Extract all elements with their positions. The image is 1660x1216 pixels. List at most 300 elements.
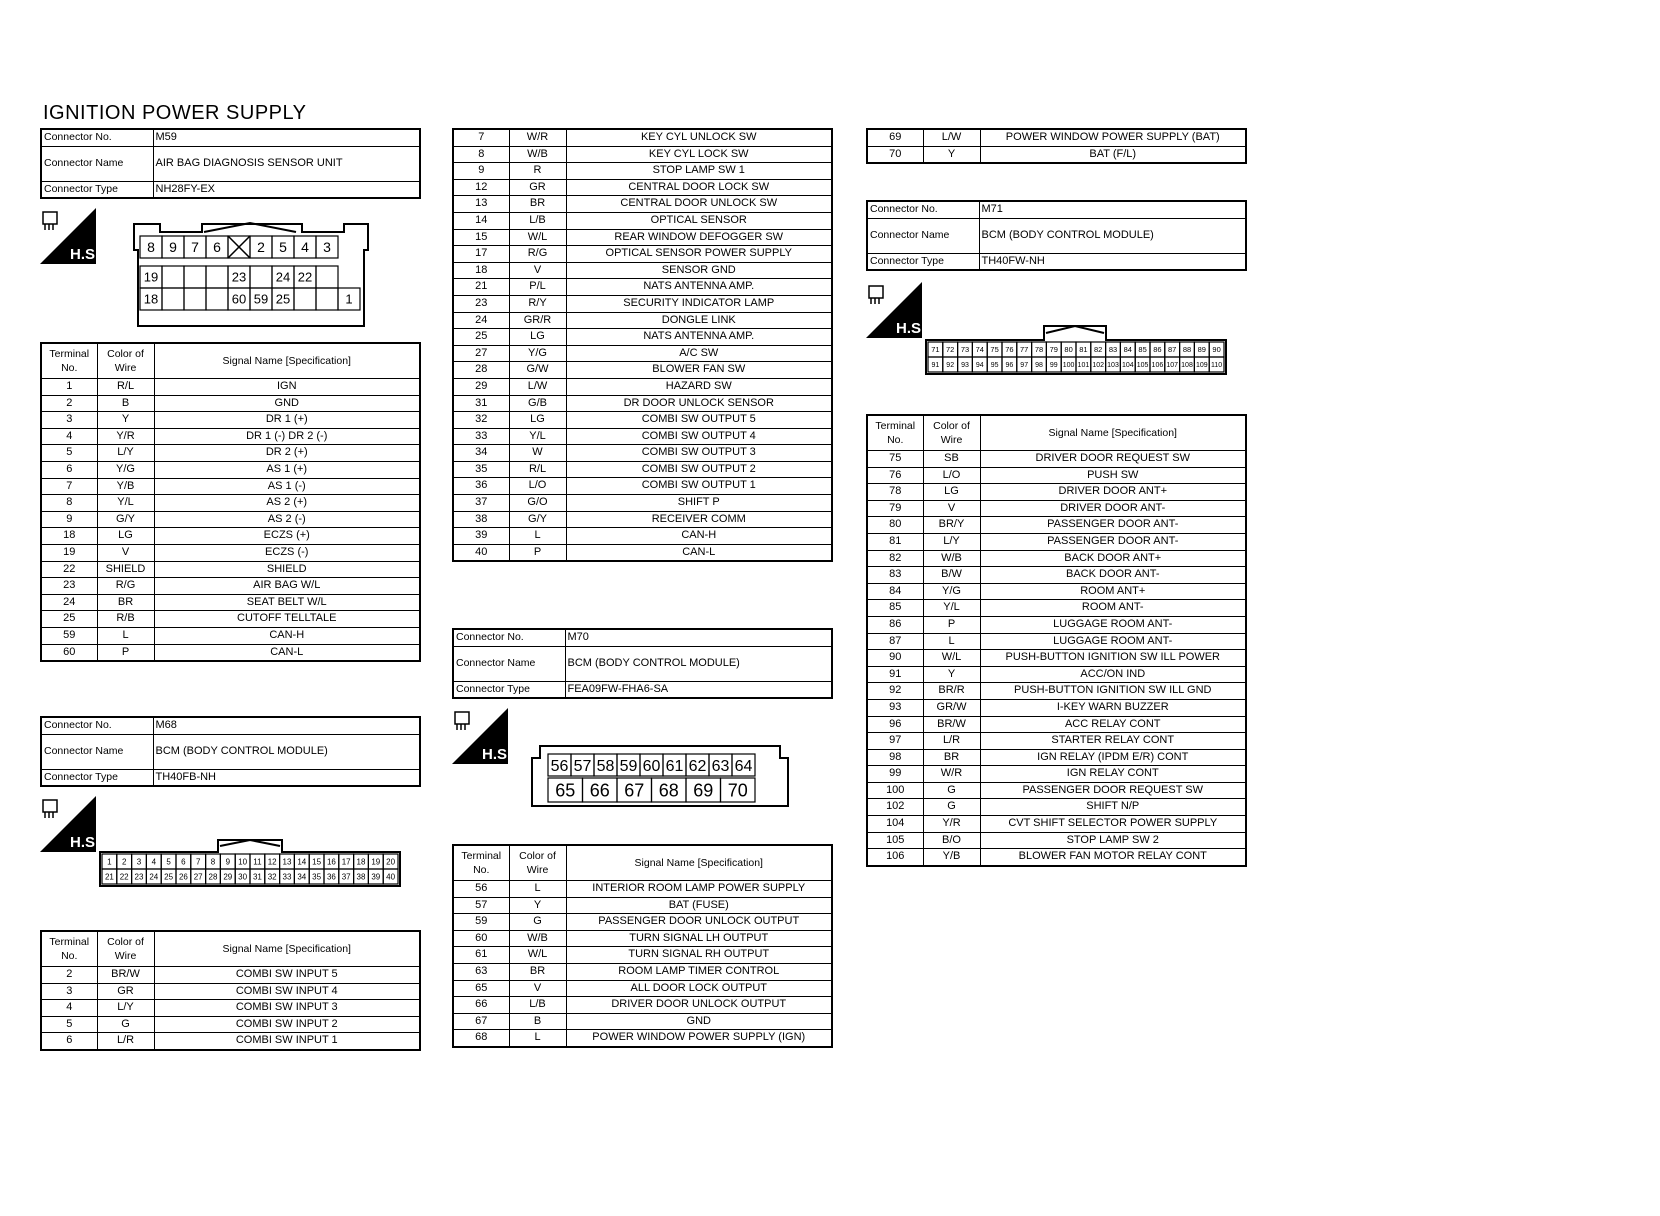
terminal-no-cell: 24 — [41, 594, 97, 611]
pin-label: 25 — [164, 872, 174, 882]
wire-color-cell: W/B — [509, 146, 566, 163]
pin-label: 73 — [960, 345, 970, 355]
pin-label: 5 — [279, 239, 287, 256]
wire-color-cell: P/L — [509, 279, 566, 296]
table-row — [867, 666, 1246, 683]
wire-color-cell: W/B — [509, 930, 566, 947]
signal-name-header: Signal Name [Specification] — [154, 343, 420, 379]
terminal-no-cell: 97 — [867, 733, 923, 750]
wire-color-cell: G — [509, 914, 566, 931]
table-row — [41, 1016, 420, 1033]
wire-color-cell: L/O — [923, 467, 980, 484]
wire-color-cell: W/R — [923, 766, 980, 783]
signal-name-cell: PUSH-BUTTON IGNITION SW ILL POWER — [980, 650, 1246, 667]
pin-cell — [184, 266, 206, 288]
terminal-no-cell: 60 — [453, 930, 509, 947]
pin-label: 40 — [386, 872, 396, 882]
wire-color-cell: V — [509, 980, 566, 997]
pin-label: 83 — [1108, 345, 1118, 355]
pin-label: 91 — [931, 362, 940, 370]
terminal-no-cell: 65 — [453, 980, 509, 997]
signal-name-cell: AIR BAG W/L — [154, 578, 420, 595]
terminal-no-cell: 13 — [453, 196, 509, 213]
pin-label: 86 — [1153, 345, 1162, 355]
table-row — [867, 550, 1246, 567]
pin-label: 107 — [1166, 362, 1179, 370]
connector-name-value: BCM (BODY CONTROL MODULE) — [153, 734, 420, 769]
pin-label: 110 — [1211, 362, 1223, 370]
pin-label: 87 — [1168, 345, 1177, 355]
terminal-no-header: Terminal No. — [453, 845, 509, 881]
terminal-no-cell: 8 — [41, 495, 97, 512]
terminal-no-cell: 9 — [453, 163, 509, 180]
table-row — [867, 650, 1246, 667]
terminal-no-cell: 23 — [41, 578, 97, 595]
terminal-no-cell: 39 — [453, 528, 509, 545]
table-row — [41, 1000, 420, 1017]
wire-color-cell: LG — [509, 329, 566, 346]
wire-color-cell: R/B — [97, 611, 154, 628]
table-row — [453, 461, 832, 478]
terminal-no-cell: 66 — [453, 997, 509, 1014]
terminal-no-cell: 93 — [867, 699, 923, 716]
pin-label: 106 — [1151, 362, 1164, 370]
pin-label: 72 — [946, 345, 955, 355]
signal-name-cell: NATS ANTENNA AMP. — [566, 329, 832, 346]
connector-name-label: Connector Name — [41, 146, 153, 181]
table-row — [453, 378, 832, 395]
table-row — [867, 146, 1246, 163]
pin-label: 7 — [195, 857, 201, 867]
table-row — [453, 196, 832, 213]
table-row — [41, 644, 420, 661]
wire-color-cell: G/Y — [97, 511, 154, 528]
pin-label: 30 — [238, 872, 248, 882]
wire-color-cell: Y/R — [97, 428, 154, 445]
connector-name-label: Connector Name — [867, 218, 979, 253]
table-row — [867, 517, 1246, 534]
table-row — [867, 716, 1246, 733]
table-row — [453, 495, 832, 512]
signal-name-cell: DRIVER DOOR UNLOCK OUTPUT — [566, 997, 832, 1014]
pin-label: 29 — [223, 872, 233, 882]
wire-color-cell: BR — [509, 196, 566, 213]
signal-name-cell: GND — [566, 1013, 832, 1030]
connector-name-value: BCM (BODY CONTROL MODULE) — [979, 218, 1246, 253]
table-row — [453, 212, 832, 229]
table-row — [453, 980, 832, 997]
signal-name-cell: STARTER RELAY CONT — [980, 733, 1246, 750]
table-row — [41, 395, 420, 412]
terminal-no-cell: 21 — [453, 279, 509, 296]
signal-name-cell: CAN-L — [566, 544, 832, 561]
terminal-no-cell: 86 — [867, 616, 923, 633]
signal-name-cell: COMBI SW OUTPUT 3 — [566, 445, 832, 462]
table-row — [867, 683, 1246, 700]
signal-name-cell: CVT SHIFT SELECTOR POWER SUPPLY — [980, 816, 1246, 833]
table-row — [867, 733, 1246, 750]
pin-label: 102 — [1092, 362, 1105, 370]
signal-name-cell: DR 1 (+) — [154, 412, 420, 429]
wire-color-cell: R/G — [509, 246, 566, 263]
terminal-no-cell: 98 — [867, 749, 923, 766]
signal-name-cell: CUTOFF TELLTALE — [154, 611, 420, 628]
pin-label: 81 — [1079, 345, 1088, 355]
signal-name-cell: A/C SW — [566, 345, 832, 362]
signal-name-cell: IGN — [154, 379, 420, 396]
wire-color-header: Color of Wire — [97, 931, 154, 967]
pin-cell — [162, 288, 184, 310]
wire-color-cell: L/W — [923, 129, 980, 146]
pin-label: 59 — [253, 291, 269, 307]
pin-label: 20 — [386, 857, 396, 867]
connector-type-value: FEA09FW-FHA6-SA — [565, 681, 832, 698]
pin-label: 93 — [961, 362, 969, 370]
pin-label: 71 — [931, 345, 940, 355]
terminal-no-cell: 57 — [453, 897, 509, 914]
table-row — [41, 967, 420, 984]
pin-label: 2 — [121, 857, 127, 867]
m70-terminal-table-continued — [866, 128, 1247, 164]
m68-terminal-table — [40, 930, 421, 1051]
connector-name-label: Connector Name — [41, 734, 153, 769]
terminal-no-cell: 25 — [453, 329, 509, 346]
terminal-no-cell: 3 — [41, 412, 97, 429]
pin-label: 77 — [1020, 345, 1029, 355]
signal-name-cell: LUGGAGE ROOM ANT- — [980, 633, 1246, 650]
terminal-no-cell: 5 — [41, 1016, 97, 1033]
wire-color-cell: W/B — [923, 550, 980, 567]
signal-name-cell: OPTICAL SENSOR — [566, 212, 832, 229]
connector-type-label: Connector Type — [867, 253, 979, 270]
table-row — [453, 262, 832, 279]
wire-color-cell: W/R — [509, 129, 566, 146]
pin-label: 24 — [149, 872, 159, 882]
table-row — [453, 930, 832, 947]
signal-name-cell: BACK DOOR ANT- — [980, 567, 1246, 584]
harness-side-icon — [866, 282, 926, 338]
pin-label: 34 — [297, 872, 307, 882]
signal-name-cell: COMBI SW INPUT 3 — [154, 1000, 420, 1017]
pin-cell — [206, 288, 228, 310]
terminal-no-cell: 61 — [453, 947, 509, 964]
terminal-no-cell: 6 — [41, 461, 97, 478]
wire-color-cell: L — [923, 633, 980, 650]
signal-name-cell: IGN RELAY CONT — [980, 766, 1246, 783]
table-row — [867, 849, 1246, 866]
signal-name-cell: ROOM ANT+ — [980, 583, 1246, 600]
pin-label: 59 — [619, 757, 638, 775]
pin-label: 19 — [143, 269, 159, 285]
signal-name-cell: COMBI SW INPUT 5 — [154, 967, 420, 984]
table-row — [41, 594, 420, 611]
m71-terminal-table — [866, 414, 1247, 867]
pin-label: 90 — [1212, 345, 1221, 355]
signal-name-cell: KEY CYL UNLOCK SW — [566, 129, 832, 146]
signal-name-cell: COMBI SW OUTPUT 4 — [566, 428, 832, 445]
wire-color-cell: B — [509, 1013, 566, 1030]
pin-label: 101 — [1077, 362, 1090, 370]
pin-label: 94 — [975, 362, 984, 370]
pin-label: 57 — [573, 757, 592, 775]
wire-color-cell: Y/L — [509, 428, 566, 445]
wire-color-cell: L/O — [509, 478, 566, 495]
terminal-no-cell: 40 — [453, 544, 509, 561]
table-row — [867, 699, 1246, 716]
wire-color-cell: L — [509, 881, 566, 898]
table-row — [41, 428, 420, 445]
pin-label: 97 — [1020, 362, 1029, 370]
terminal-no-cell: 19 — [41, 544, 97, 561]
connector-no-label: Connector No. — [41, 129, 153, 146]
terminal-no-cell: 29 — [453, 378, 509, 395]
pin-cell — [316, 266, 338, 288]
terminal-no-cell: 25 — [41, 611, 97, 628]
table-row — [453, 478, 832, 495]
pin-label: 26 — [178, 872, 188, 882]
pin-label: 62 — [688, 757, 707, 775]
pin-label: 64 — [734, 757, 753, 775]
terminal-no-cell: 27 — [453, 345, 509, 362]
svg-text:H.S.: H.S. — [70, 834, 100, 851]
connector-name-value: BCM (BODY CONTROL MODULE) — [565, 646, 832, 681]
signal-name-cell: IGN RELAY (IPDM E/R) CONT — [980, 749, 1246, 766]
wire-color-cell: L/R — [923, 733, 980, 750]
terminal-no-header: Terminal No. — [41, 931, 97, 967]
table-row — [41, 1033, 420, 1050]
terminal-no-cell: 76 — [867, 467, 923, 484]
signal-name-cell: POWER WINDOW POWER SUPPLY (IGN) — [566, 1030, 832, 1047]
pin-label: 9 — [225, 857, 231, 867]
wire-color-cell: P — [509, 544, 566, 561]
pin-label: 23 — [231, 269, 247, 285]
pin-label: 96 — [1005, 362, 1014, 370]
signal-name-cell: POWER WINDOW POWER SUPPLY (BAT) — [980, 129, 1246, 146]
pin-label: 37 — [341, 872, 351, 882]
table-row — [453, 412, 832, 429]
signal-name-cell: PUSH SW — [980, 467, 1246, 484]
svg-text:H.S.: H.S. — [896, 320, 926, 337]
signal-name-cell: SHIFT N/P — [980, 799, 1246, 816]
harness-side-icon — [452, 708, 512, 764]
signal-name-cell: DRIVER DOOR ANT+ — [980, 484, 1246, 501]
signal-name-header: Signal Name [Specification] — [154, 931, 420, 967]
wire-color-cell: W/L — [923, 650, 980, 667]
terminal-no-cell: 81 — [867, 533, 923, 550]
wire-color-cell: L/Y — [97, 445, 154, 462]
signal-name-cell: SHIFT P — [566, 495, 832, 512]
signal-name-cell: SENSOR GND — [566, 262, 832, 279]
signal-name-cell: ALL DOOR LOCK OUTPUT — [566, 980, 832, 997]
wire-color-cell: B/O — [923, 832, 980, 849]
signal-name-cell: ROOM LAMP TIMER CONTROL — [566, 963, 832, 980]
pin-label: 39 — [371, 872, 381, 882]
wire-color-cell: L/Y — [923, 533, 980, 550]
pin-cell — [316, 288, 338, 310]
table-row — [453, 312, 832, 329]
table-row — [453, 947, 832, 964]
m68-terminal-table-continued — [452, 128, 833, 562]
signal-name-cell: CENTRAL DOOR UNLOCK SW — [566, 196, 832, 213]
wire-color-cell: Y/B — [923, 849, 980, 866]
terminal-no-cell: 3 — [41, 983, 97, 1000]
wire-color-cell: P — [923, 616, 980, 633]
pin-cell — [250, 266, 272, 288]
pin-label: 56 — [550, 757, 569, 775]
pin-label: 70 — [727, 780, 748, 801]
pin-label: 89 — [1197, 345, 1206, 355]
pin-label: 23 — [134, 872, 144, 882]
terminal-no-cell: 17 — [453, 246, 509, 263]
wire-color-cell: R/L — [97, 379, 154, 396]
terminal-no-cell: 32 — [453, 412, 509, 429]
signal-name-cell: REAR WINDOW DEFOGGER SW — [566, 229, 832, 246]
table-row — [41, 983, 420, 1000]
wire-color-cell: W/L — [509, 947, 566, 964]
wire-color-cell: P — [97, 644, 154, 661]
terminal-no-cell: 35 — [453, 461, 509, 478]
svg-text:H.S.: H.S. — [70, 246, 100, 263]
pin-label: 19 — [371, 857, 381, 867]
pin-label: 14 — [297, 857, 307, 867]
table-row — [453, 997, 832, 1014]
terminal-no-cell: 12 — [453, 179, 509, 196]
pin-label: 12 — [267, 857, 277, 867]
terminal-no-cell: 96 — [867, 716, 923, 733]
table-row — [41, 478, 420, 495]
pin-label: 9 — [169, 239, 177, 256]
terminal-no-cell: 4 — [41, 428, 97, 445]
signal-name-cell: AS 1 (+) — [154, 461, 420, 478]
table-row — [41, 495, 420, 512]
terminal-no-cell: 92 — [867, 683, 923, 700]
wire-color-cell: LG — [97, 528, 154, 545]
table-row — [867, 451, 1246, 468]
table-row — [453, 329, 832, 346]
connector-type-value: NH28FY-EX — [153, 181, 420, 198]
table-row — [453, 528, 832, 545]
pin-label: 75 — [990, 345, 999, 355]
pin-label: 82 — [1094, 345, 1103, 355]
pin-label: 4 — [301, 239, 309, 256]
terminal-no-cell: 6 — [41, 1033, 97, 1050]
table-row — [41, 578, 420, 595]
table-row — [867, 533, 1246, 550]
signal-name-cell: BACK DOOR ANT+ — [980, 550, 1246, 567]
connector-name-value: AIR BAG DIAGNOSIS SENSOR UNIT — [153, 146, 420, 181]
wire-color-cell: BR/W — [923, 716, 980, 733]
signal-name-cell: SHIELD — [154, 561, 420, 578]
pin-label: 109 — [1195, 362, 1208, 370]
terminal-no-cell: 28 — [453, 362, 509, 379]
terminal-no-cell: 2 — [41, 967, 97, 984]
terminal-no-cell: 100 — [867, 782, 923, 799]
wire-color-cell: L — [509, 528, 566, 545]
signal-name-cell: TURN SIGNAL RH OUTPUT — [566, 947, 832, 964]
terminal-no-cell: 2 — [41, 395, 97, 412]
terminal-no-cell: 24 — [453, 312, 509, 329]
terminal-no-cell: 7 — [453, 129, 509, 146]
terminal-no-cell: 67 — [453, 1013, 509, 1030]
terminal-no-cell: 63 — [453, 963, 509, 980]
terminal-no-cell: 56 — [453, 881, 509, 898]
signal-name-cell: AS 2 (+) — [154, 495, 420, 512]
wire-color-header: Color of Wire — [923, 415, 980, 451]
wire-color-cell: L/W — [509, 378, 566, 395]
wire-color-cell: R/G — [97, 578, 154, 595]
connector-type-label: Connector Type — [453, 681, 565, 698]
table-row — [867, 832, 1246, 849]
wire-color-cell: Y — [509, 897, 566, 914]
table-row — [453, 1030, 832, 1047]
terminal-no-cell: 79 — [867, 500, 923, 517]
table-row — [867, 567, 1246, 584]
wire-color-cell: Y/G — [509, 345, 566, 362]
terminal-no-cell: 33 — [453, 428, 509, 445]
wire-color-cell: BR/W — [97, 967, 154, 984]
signal-name-cell: COMBI SW OUTPUT 1 — [566, 478, 832, 495]
signal-name-cell: PASSENGER DOOR UNLOCK OUTPUT — [566, 914, 832, 931]
wire-color-cell: G — [923, 782, 980, 799]
signal-name-cell: ECZS (+) — [154, 528, 420, 545]
pin-label: 3 — [136, 857, 142, 867]
pin-label: 69 — [693, 780, 714, 801]
terminal-no-cell: 22 — [41, 561, 97, 578]
pin-label: 11 — [253, 857, 262, 867]
table-row — [453, 179, 832, 196]
terminal-no-cell: 105 — [867, 832, 923, 849]
terminal-no-cell: 60 — [41, 644, 97, 661]
pin-label: 38 — [356, 872, 366, 882]
signal-name-cell: DONGLE LINK — [566, 312, 832, 329]
wire-color-cell: BR — [509, 963, 566, 980]
connector-type-value: TH40FB-NH — [153, 769, 420, 786]
signal-name-cell: COMBI SW OUTPUT 2 — [566, 461, 832, 478]
wire-color-cell: L/R — [97, 1033, 154, 1050]
table-row — [453, 129, 832, 146]
wire-color-cell: BR — [97, 594, 154, 611]
pin-label: 36 — [326, 872, 336, 882]
signal-name-cell: COMBI SW INPUT 2 — [154, 1016, 420, 1033]
signal-name-cell: LUGGAGE ROOM ANT- — [980, 616, 1246, 633]
terminal-no-header: Terminal No. — [41, 343, 97, 379]
signal-name-cell: TURN SIGNAL LH OUTPUT — [566, 930, 832, 947]
terminal-no-cell: 9 — [41, 511, 97, 528]
wire-color-cell: R/Y — [509, 295, 566, 312]
terminal-no-cell: 106 — [867, 849, 923, 866]
signal-name-cell: PASSENGER DOOR ANT- — [980, 517, 1246, 534]
signal-name-cell: INTERIOR ROOM LAMP POWER SUPPLY — [566, 881, 832, 898]
signal-name-cell: BAT (F/L) — [980, 146, 1246, 163]
wire-color-cell: GR/W — [923, 699, 980, 716]
m71-pin-grid — [928, 342, 1224, 372]
table-row — [867, 799, 1246, 816]
svg-text:H.S.: H.S. — [482, 746, 512, 763]
terminal-no-cell: 59 — [453, 914, 509, 931]
signal-name-cell: DR 1 (-) DR 2 (-) — [154, 428, 420, 445]
terminal-no-cell: 31 — [453, 395, 509, 412]
terminal-no-cell: 90 — [867, 650, 923, 667]
pin-label: 1 — [345, 291, 353, 307]
wire-color-cell: L/B — [509, 212, 566, 229]
pin-cell — [162, 266, 184, 288]
wire-color-cell: V — [97, 544, 154, 561]
signal-name-cell: CAN-H — [566, 528, 832, 545]
signal-name-cell: BLOWER FAN MOTOR RELAY CONT — [980, 849, 1246, 866]
table-row — [453, 914, 832, 931]
terminal-no-cell: 83 — [867, 567, 923, 584]
table-row — [453, 897, 832, 914]
